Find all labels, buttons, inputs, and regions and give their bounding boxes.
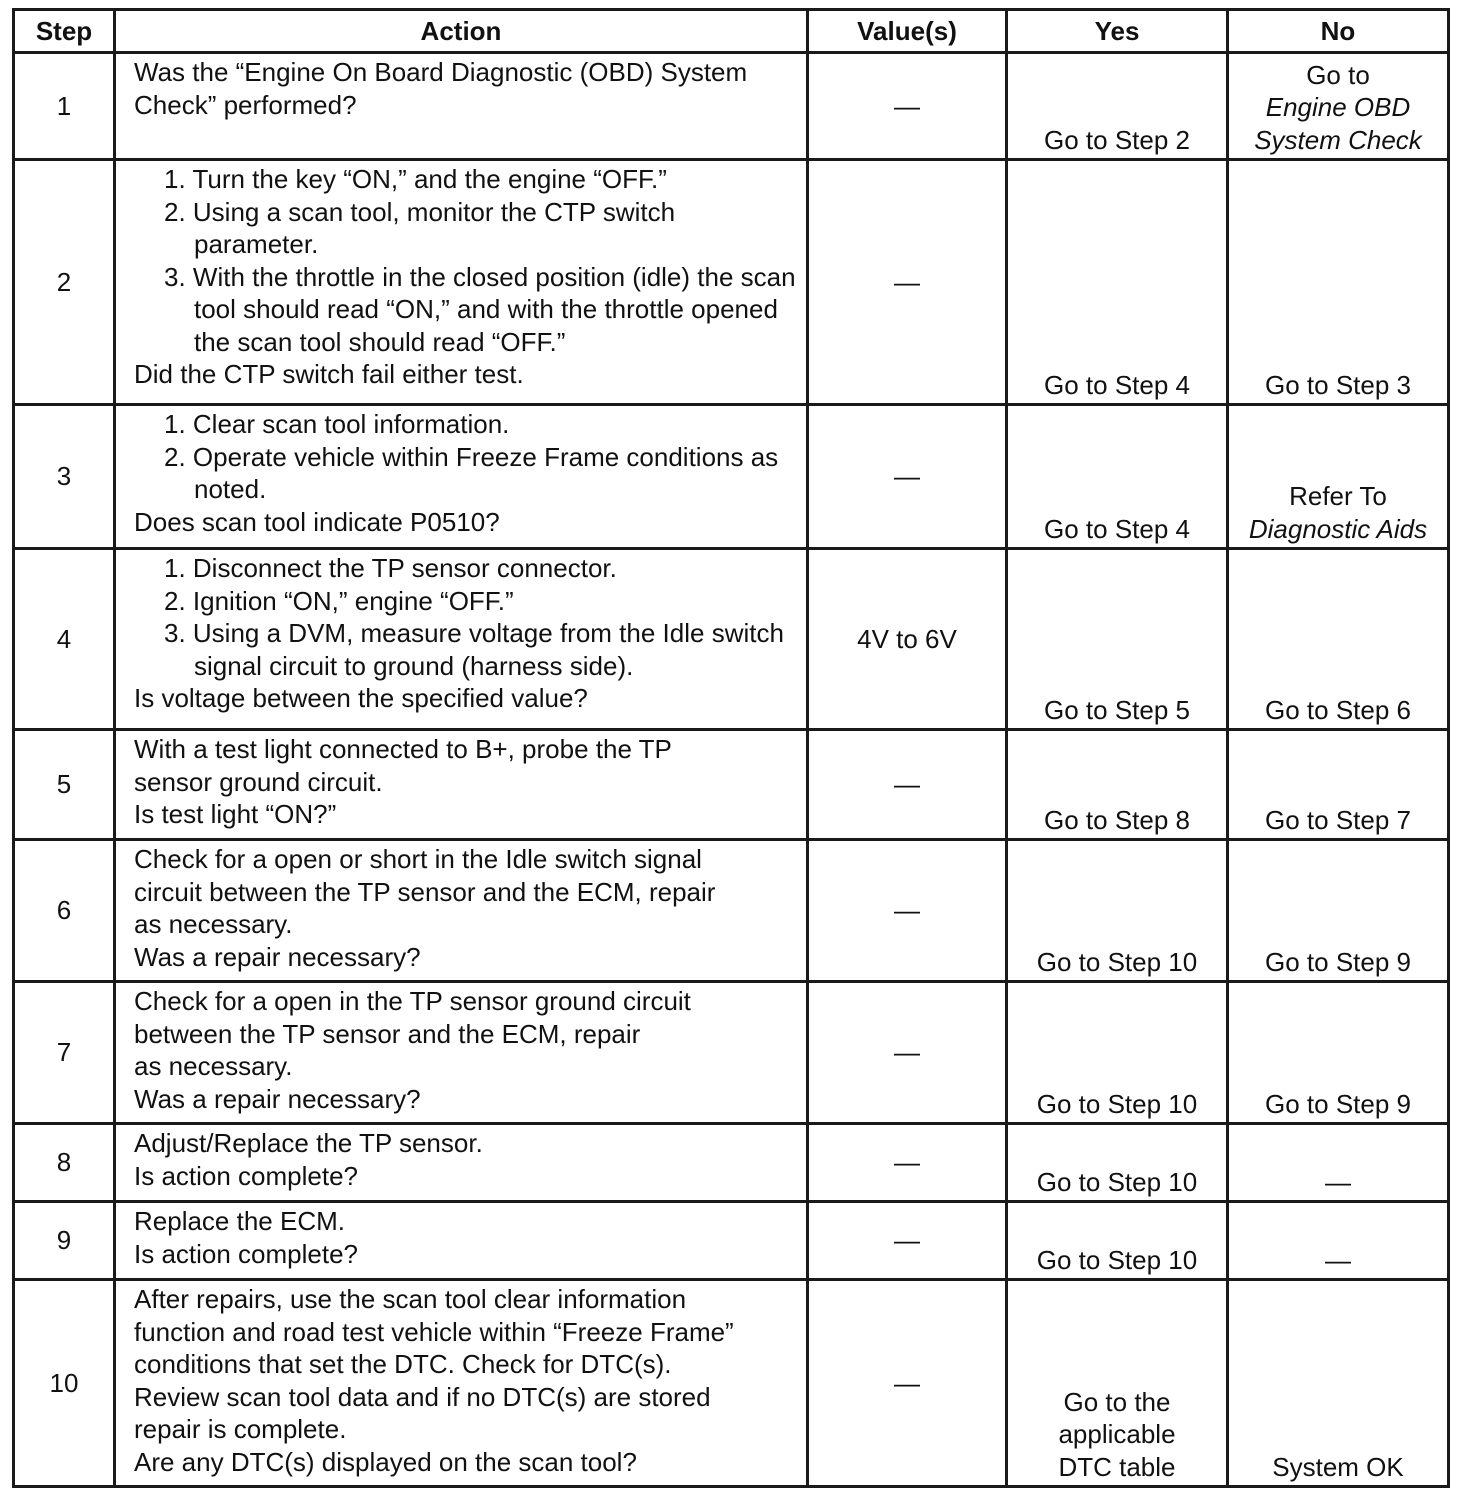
no-cell: Go to Step 6 — [1228, 549, 1449, 730]
action-cell — [115, 1202, 808, 1280]
action-list-item: 2. Operate vehicle within Freeze Frame conditions as noted. — [164, 441, 779, 504]
action-cell — [115, 53, 808, 160]
no-text-italic: Engine OBD — [1265, 92, 1411, 122]
step-number: 8 — [14, 1124, 115, 1202]
action-list-item: 2. Using a scan tool, monitor the CTP switch parameter. — [164, 196, 676, 259]
value-cell: — — [808, 160, 1007, 405]
action-list-item: 3. With the throttle in the closed position (idle) the scan tool should read “ON,” and with the throttle opened the scan tool should read “OFF.” — [164, 261, 796, 357]
action-text: Check for a open or short in the Idle switch signal — [134, 844, 702, 874]
yes-cell: Go to Step 10 — [1007, 1124, 1228, 1202]
no-text-italic: System Check — [1254, 124, 1422, 155]
action-text: between the TP sensor and the ECM, repair — [134, 1018, 641, 1049]
yes-cell: Go to Step 4 — [1007, 405, 1228, 549]
step-number: 1 — [14, 53, 115, 160]
action-cell — [115, 840, 808, 982]
no-text: Refer To — [1289, 481, 1387, 511]
action-text: Are any DTC(s) displayed on the scan tool? — [134, 1446, 637, 1477]
action-text: Is action complete? — [134, 1160, 359, 1191]
no-cell — [1228, 53, 1449, 160]
header-no: No — [1228, 10, 1449, 53]
action-cell — [115, 549, 808, 730]
no-cell: — — [1228, 1124, 1449, 1202]
action-text: Is action complete? — [134, 1238, 359, 1269]
value-cell: — — [808, 1202, 1007, 1280]
value-cell: — — [808, 1124, 1007, 1202]
value-cell: — — [808, 53, 1007, 160]
no-cell: Go to Step 9 — [1228, 840, 1449, 982]
action-text: as necessary. — [134, 1051, 293, 1081]
no-text: Go to — [1306, 59, 1370, 90]
yes-cell — [1007, 1280, 1228, 1487]
value-cell: — — [808, 982, 1007, 1124]
yes-cell: Go to Step 2 — [1007, 53, 1228, 160]
action-cell — [115, 730, 808, 840]
action-list-item: 1. Turn the key “ON,” and the engine “OFF.” — [164, 164, 667, 194]
no-cell: Go to Step 3 — [1228, 160, 1449, 405]
yes-cell: Go to Step 4 — [1007, 160, 1228, 405]
action-cell — [115, 405, 808, 549]
header-values: Value(s) — [808, 10, 1007, 53]
yes-cell: Go to Step 8 — [1007, 730, 1228, 840]
no-cell: Go to Step 7 — [1228, 730, 1449, 840]
action-list-item: 1. Disconnect the TP sensor connector. — [164, 553, 617, 583]
action-list-item: 1. Clear scan tool information. — [164, 409, 510, 439]
yes-text: applicable — [1058, 1419, 1176, 1449]
action-text: as necessary. — [134, 909, 293, 939]
no-cell: — — [1228, 1202, 1449, 1280]
yes-cell: Go to Step 10 — [1007, 840, 1228, 982]
value-cell: 4V to 6V — [808, 549, 1007, 730]
action-text: Adjust/Replace the TP sensor. — [134, 1128, 483, 1158]
action-text: Review scan tool data and if no DTC(s) are stored — [134, 1381, 711, 1412]
table-row — [14, 405, 1449, 549]
yes-cell: Go to Step 10 — [1007, 1202, 1228, 1280]
table-row — [14, 982, 1449, 1124]
step-number: 2 — [14, 160, 115, 405]
action-text: Was the “Engine On Board Diagnostic (OBD) System — [134, 57, 748, 87]
action-text: With a test light connected to B+, probe the TP — [134, 734, 672, 764]
action-question: Does scan tool indicate P0510? — [134, 506, 500, 537]
header-yes: Yes — [1007, 10, 1228, 53]
header-row — [14, 10, 1449, 53]
action-text: circuit between the TP sensor and the ECM, repair — [134, 876, 716, 907]
yes-cell: Go to Step 5 — [1007, 549, 1228, 730]
action-text: After repairs, use the scan tool clear information — [134, 1284, 687, 1314]
action-text: repair is complete. — [134, 1414, 347, 1444]
table-row — [14, 160, 1449, 405]
step-number: 3 — [14, 405, 115, 549]
table-row — [14, 730, 1449, 840]
action-cell — [115, 1280, 808, 1487]
action-list-item: 3. Using a DVM, measure voltage from the Idle switch signal circuit to ground (harness side). — [164, 618, 784, 681]
diagnostic-table — [12, 8, 1450, 1488]
value-cell: — — [808, 405, 1007, 549]
yes-text: DTC table — [1058, 1451, 1176, 1482]
action-list-item: 2. Ignition “ON,” engine “OFF.” — [164, 585, 514, 616]
header-action: Action — [115, 10, 808, 53]
value-cell: — — [808, 840, 1007, 982]
step-number: 6 — [14, 840, 115, 982]
action-text: Check for a open in the TP sensor ground circuit — [134, 986, 691, 1016]
step-number: 7 — [14, 982, 115, 1124]
action-text: conditions that set the DTC. Check for DTC(s). — [134, 1349, 672, 1379]
action-question: Is voltage between the specified value? — [134, 683, 588, 713]
action-text: Is test light “ON?” — [134, 799, 337, 829]
value-cell: — — [808, 1280, 1007, 1487]
table-row — [14, 1280, 1449, 1487]
action-cell — [115, 1124, 808, 1202]
step-number: 9 — [14, 1202, 115, 1280]
no-text-italic: Diagnostic Aids — [1248, 513, 1428, 544]
action-text: Was a repair necessary? — [134, 1083, 421, 1114]
action-text: Was a repair necessary? — [134, 941, 421, 972]
value-cell: — — [808, 730, 1007, 840]
no-cell — [1228, 405, 1449, 549]
action-cell — [115, 160, 808, 405]
no-cell: System OK — [1228, 1280, 1449, 1487]
yes-cell: Go to Step 10 — [1007, 982, 1228, 1124]
table-row — [14, 549, 1449, 730]
action-cell — [115, 982, 808, 1124]
action-text: Check” performed? — [134, 89, 357, 120]
yes-text: Go to the — [1063, 1386, 1171, 1417]
table-row — [14, 840, 1449, 982]
table-row — [14, 1202, 1449, 1280]
no-cell: Go to Step 9 — [1228, 982, 1449, 1124]
table-row — [14, 53, 1449, 160]
action-text: sensor ground circuit. — [134, 766, 383, 797]
table-row — [14, 1124, 1449, 1202]
step-number: 4 — [14, 549, 115, 730]
action-question: Did the CTP switch fail either test. — [134, 359, 524, 389]
action-text: function and road test vehicle within “Freeze Frame” — [134, 1316, 734, 1347]
header-step: Step — [14, 10, 115, 53]
step-number: 5 — [14, 730, 115, 840]
action-text: Replace the ECM. — [134, 1206, 345, 1236]
step-number: 10 — [14, 1280, 115, 1487]
